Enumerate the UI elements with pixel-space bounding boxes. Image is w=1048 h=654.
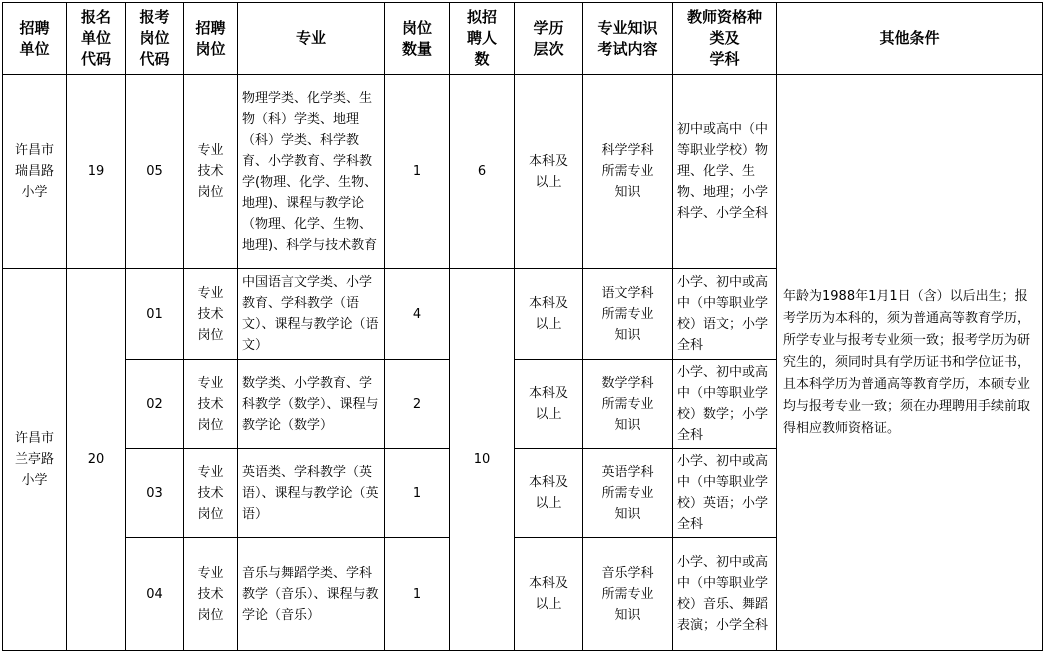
major-cell: 音乐与舞蹈学类、学科教学（音乐）、课程与教学论（音乐） (238, 538, 385, 651)
major-cell: 中国语言文学类、小学教育、学科教学（语文）、课程与教学论（语文） (238, 269, 385, 360)
post-code: 01 (126, 269, 184, 360)
header-exam: 专业知识 考试内容 (583, 3, 673, 75)
exam-content: 音乐学科 所需专业 知识 (583, 538, 673, 651)
unit-code: 19 (67, 75, 126, 269)
header-unit-code: 报名 单位 代码 (67, 3, 126, 75)
post-code: 04 (126, 538, 184, 651)
teacher-cert: 初中或高中（中等职业学校）物理、化学、生物、地理；小学科学、小学全科 (673, 75, 777, 269)
education-level: 本科及 以上 (515, 360, 583, 449)
post-code: 03 (126, 449, 184, 538)
post-count: 1 (385, 538, 450, 651)
header-post: 招聘 岗位 (184, 3, 238, 75)
header-post-code: 报考 岗位 代码 (126, 3, 184, 75)
unit-code: 20 (67, 269, 126, 651)
header-other: 其他条件 (777, 3, 1043, 75)
exam-content: 语文学科 所需专业 知识 (583, 269, 673, 360)
unit-name: 许昌市 兰亭路 小学 (3, 269, 67, 651)
post-count: 1 (385, 449, 450, 538)
post-code: 05 (126, 75, 184, 269)
other-conditions: 年龄为1988年1月1日（含）以后出生；报考学历为本科的，须为普通高等教育学历，所学专业与报考专业须一致；报考学历为研究生的，须同时具有学历证书和学位证书，且本科学历为普通高等教育学历，本硕专业均与报考专业一致；须在办理聘用手续前取得相应教师资格证。 (777, 75, 1043, 651)
education-level: 本科及 以上 (515, 449, 583, 538)
post-type: 专业 技术 岗位 (184, 269, 238, 360)
unit-name: 许昌市 瑞昌路 小学 (3, 75, 67, 269)
major-cell: 物理学类、化学类、生物（科）学类、地理（科）学类、科学教育、小学教育、学科教学(物理、化学、生物、地理)、课程与教学论（物理、化学、生物、地理)、科学与技术教育 (238, 75, 385, 269)
recruitment-table (2, 2, 1043, 651)
post-type: 专业 技术 岗位 (184, 75, 238, 269)
table-row (3, 75, 1043, 269)
hire-count: 6 (450, 75, 515, 269)
exam-content: 科学学科 所需专业 知识 (583, 75, 673, 269)
header-education: 学历 层次 (515, 3, 583, 75)
post-type: 专业 技术 岗位 (184, 449, 238, 538)
hire-count: 10 (450, 269, 515, 651)
education-level: 本科及 以上 (515, 269, 583, 360)
post-count: 4 (385, 269, 450, 360)
post-code: 02 (126, 360, 184, 449)
exam-content: 英语学科 所需专业 知识 (583, 449, 673, 538)
teacher-cert: 小学、初中或高中（中等职业学校）数学；小学全科 (673, 360, 777, 449)
header-cert: 教师资格种 类及 学科 (673, 3, 777, 75)
teacher-cert: 小学、初中或高中（中等职业学校）语文；小学全科 (673, 269, 777, 360)
header-major: 专业 (238, 3, 385, 75)
table-header-row (3, 3, 1043, 75)
header-unit: 招聘 单位 (3, 3, 67, 75)
major-cell: 数学类、小学教育、学科教学（数学）、课程与教学论（数学） (238, 360, 385, 449)
major-cell: 英语类、学科教学（英语）、课程与教学论（英语） (238, 449, 385, 538)
education-level: 本科及 以上 (515, 538, 583, 651)
post-type: 专业 技术 岗位 (184, 360, 238, 449)
education-level: 本科及 以上 (515, 75, 583, 269)
header-post-count: 岗位 数量 (385, 3, 450, 75)
teacher-cert: 小学、初中或高中（中等职业学校）英语；小学全科 (673, 449, 777, 538)
post-count: 2 (385, 360, 450, 449)
post-count: 1 (385, 75, 450, 269)
post-type: 专业 技术 岗位 (184, 538, 238, 651)
teacher-cert: 小学、初中或高中（中等职业学校）音乐、舞蹈表演；小学全科 (673, 538, 777, 651)
exam-content: 数学学科 所需专业 知识 (583, 360, 673, 449)
header-hire-count: 拟招 聘人 数 (450, 3, 515, 75)
